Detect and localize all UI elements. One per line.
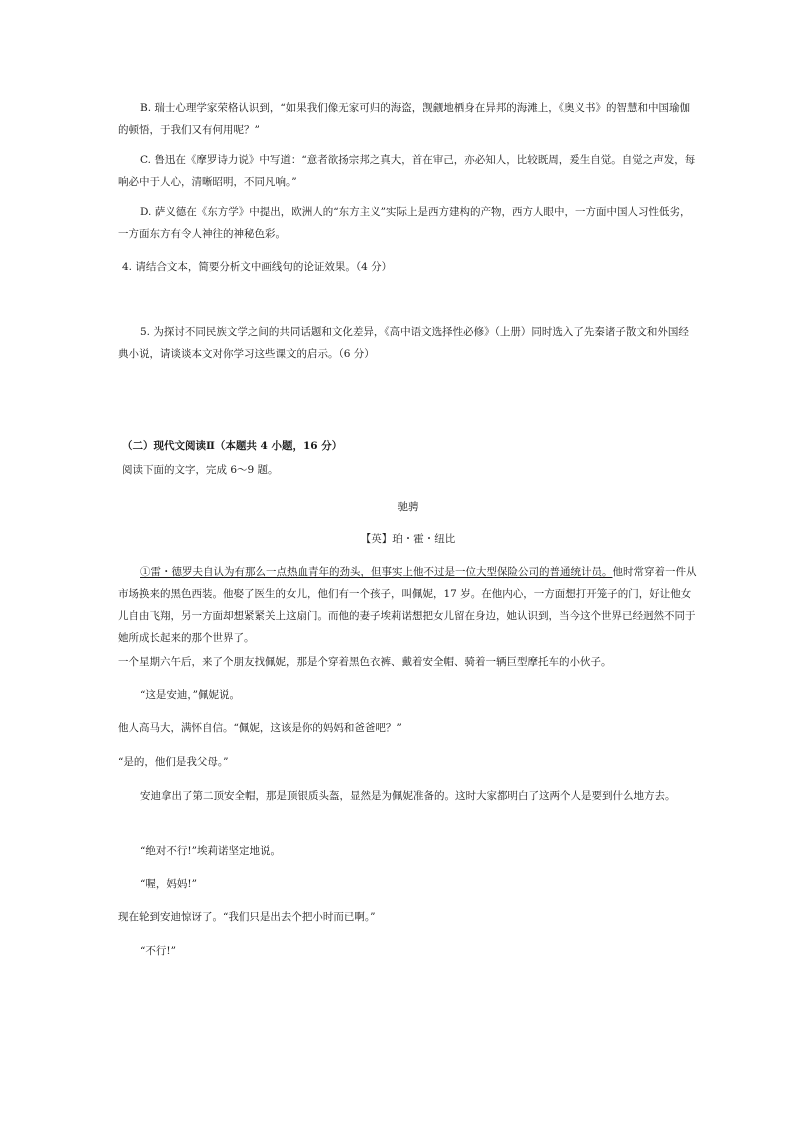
paragraph-3: “这是安迪，”佩妮说。 — [140, 689, 240, 701]
paragraph-8: “喔，妈妈!” — [140, 878, 197, 890]
option-b: B. 瑞士心理学家荣格认识到，“如果我们像无家可归的海盗，觊觎地栖身在异邦的海滩上，《奥义书》的智慧和中国瑜伽的顿悟，于我们又有何用呢？” — [118, 102, 691, 136]
paragraph-7: “绝对不行!”埃莉诺坚定地说。 — [140, 845, 281, 857]
option-d: D. 萨义德在《东方学》中提出，欧洲人的“东方主义”实际上是西方建构的产物，西方人眼中，一方面中国人习性低劣，一方面东方有令人神往的神秘色彩。 — [118, 206, 691, 240]
story-author: 【英】珀・霍・纽比 — [360, 533, 456, 545]
option-c: C. 鲁迅在《摩罗诗力说》中写道：“意者欲扬宗邦之真大，首在审己，亦必知人，比较既周，爰生自觉。自觉之声发，每响必中于人心，清晰昭明，不同凡响。” — [118, 154, 696, 188]
paragraph-2: 一个星期六午后，来了个朋友找佩妮，那是个穿着黑色衣裤、戴着安全帽、骑着一辆巨型摩托车的小伙子。 — [118, 656, 612, 668]
section-heading: （二）现代文阅读Ⅱ（本题共 4 小题，16 分） — [122, 440, 343, 452]
section-instruction: 阅读下面的文字，完成 6～9 题。 — [122, 464, 279, 476]
paragraph-9: 现在轮到安迪惊讶了。“我们只是出去个把小时而已啊。” — [118, 911, 376, 923]
paragraph-1 — [118, 561, 698, 649]
paragraph-1-rest: 他时常穿着一件从市场换来的黑色西装。他娶了医生的女儿，他们有一个孩子，叫佩妮，17 岁。在他内心，一方面想打开笼子的门，好让他女儿自由飞翔，另一方面却想紧紧关上这扇门。而他的妻子埃莉诺想把女儿留在身边，她认识到，当今这个世界已经迥然不同于她所成长起来的那个世界了。 — [118, 566, 697, 644]
paragraph-4: 他人高马大，满怀自信。“佩妮，这该是你的妈妈和爸爸吧？” — [118, 722, 402, 734]
underlined-sentence: ①雷・德罗夫自认为有那么一点热血青年的劲头，但事实上他不过是一位大型保险公司的普通统计员。 — [140, 566, 613, 578]
paragraph-5: “是的，他们是我父母。” — [118, 756, 229, 768]
story-title: 驰骋 — [397, 501, 419, 513]
question-5: 5. 为探讨不同民族文学之间的共同话题和文化差异，《高中语文选择性必修》（上册）同时选入了先秦诸子散文和外国经典小说，请谈谈本文对你学习这些课文的启示。（6 分） — [118, 326, 689, 360]
paragraph-10: “不行!” — [140, 945, 176, 957]
paragraph-6: 安迪拿出了第二顶安全帽，那是顶银质头盔，显然是为佩妮准备的。这时大家都明白了这两个人是要到什么地方去。 — [140, 790, 676, 802]
question-4: 4. 请结合文本，简要分析文中画线句的论证效果。（4 分） — [122, 261, 393, 273]
